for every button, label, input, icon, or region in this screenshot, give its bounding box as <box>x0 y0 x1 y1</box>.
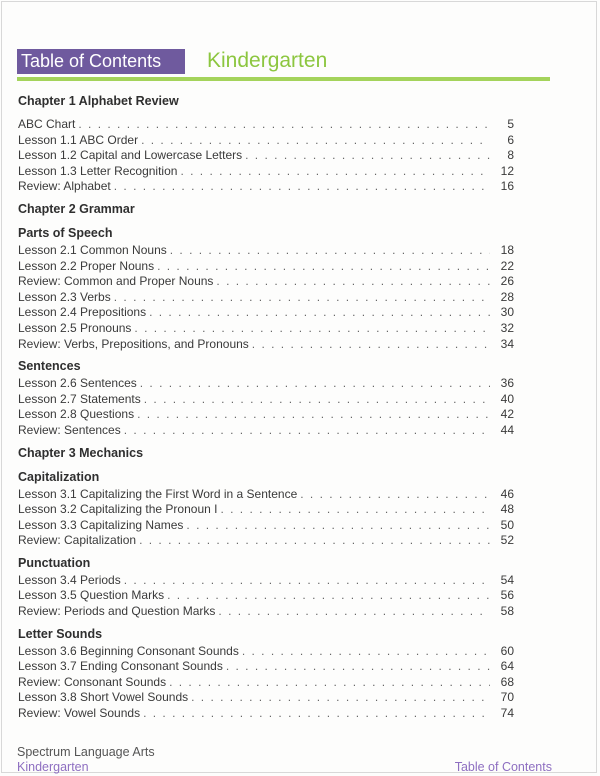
toc-entry <box>18 305 514 321</box>
entry-page-number: 5 <box>507 117 514 131</box>
entry-page-number: 74 <box>500 706 514 721</box>
entry-page-number: 46 <box>500 486 514 501</box>
dot-leader <box>252 337 490 353</box>
entry-title: Lesson 3.1 Capitalizing the First Word in a Sentence <box>18 486 298 501</box>
dot-leader <box>167 588 490 604</box>
entry-title: Lesson 3.6 Beginning Consonant Sounds <box>18 643 239 658</box>
toc-entry <box>18 533 514 549</box>
toc-entry <box>18 148 514 164</box>
dot-leader <box>137 407 490 423</box>
toc-entry <box>18 274 514 290</box>
toc-entry <box>18 604 514 620</box>
dot-leader <box>139 533 490 549</box>
chapter-heading: Chapter 3 Mechanics <box>18 445 144 460</box>
toc-entry <box>18 407 514 423</box>
toc-entry <box>18 690 514 706</box>
entry-page-number: 56 <box>500 588 514 603</box>
entry-list <box>18 644 514 722</box>
toc-entry <box>18 423 514 439</box>
entry-page-number: 54 <box>500 572 514 587</box>
dot-leader <box>124 423 490 439</box>
entry-title: Lesson 3.7 Ending Consonant Sounds <box>18 659 223 674</box>
toc-entry <box>18 117 514 133</box>
entry-page-number: 70 <box>500 690 514 705</box>
toc-entry <box>18 337 514 353</box>
toc-entry <box>18 164 514 180</box>
entry-title: Lesson 3.4 Periods <box>18 572 121 587</box>
footer-section-name: Table of Contents <box>454 760 552 774</box>
entry-page-number: 40 <box>500 391 514 406</box>
entry-title: Lesson 3.5 Question Marks <box>18 588 165 603</box>
toc-entry <box>18 243 514 259</box>
entry-list <box>18 376 514 438</box>
entry-title: Lesson 3.8 Short Vowel Sounds <box>18 690 189 705</box>
toc-entry <box>18 573 514 589</box>
section-heading: Capitalization <box>18 469 100 484</box>
entry-list <box>18 243 514 352</box>
entry-page-number: 12 <box>500 163 514 178</box>
entry-page-number: 34 <box>500 336 514 351</box>
entry-title: Review: Alphabet <box>18 179 111 194</box>
dot-leader <box>300 487 490 503</box>
dot-leader <box>220 502 490 518</box>
entry-page-number: 18 <box>500 242 514 257</box>
section-heading: Letter Sounds <box>18 626 103 641</box>
entry-title: Lesson 2.6 Sentences <box>18 376 137 391</box>
entry-title: Lesson 1.3 Letter Recognition <box>18 163 178 178</box>
entry-page-number: 64 <box>500 659 514 674</box>
section-heading: Punctuation <box>18 555 91 570</box>
entry-title: Lesson 2.3 Verbs <box>18 289 111 304</box>
toc-entry <box>18 675 514 691</box>
entry-page-number: 68 <box>500 674 514 689</box>
entry-title: Review: Sentences <box>18 422 121 437</box>
entry-list <box>18 573 514 620</box>
dot-leader <box>218 604 490 620</box>
entry-page-number: 58 <box>500 604 514 619</box>
entry-title: Review: Periods and Question Marks <box>18 604 216 619</box>
entry-list <box>18 487 514 549</box>
dot-leader <box>242 644 490 660</box>
entry-page-number: 42 <box>500 407 514 422</box>
entry-page-number: 16 <box>500 179 514 194</box>
entry-title: Lesson 2.5 Pronouns <box>18 320 132 335</box>
toc-entry <box>18 376 514 392</box>
entry-title: Lesson 3.3 Capitalizing Names <box>18 517 184 532</box>
grade-subtitle: Kindergarten <box>207 49 328 72</box>
table-of-contents <box>18 93 514 728</box>
entry-page-number: 44 <box>500 422 514 437</box>
toc-entry <box>18 659 514 675</box>
dot-leader <box>170 243 490 259</box>
dot-leader <box>124 573 490 589</box>
dot-leader <box>149 305 490 321</box>
footer-grade: Kindergarten <box>17 760 89 774</box>
entry-title: Lesson 2.1 Common Nouns <box>18 242 167 257</box>
dot-leader <box>245 148 490 164</box>
toc-entry <box>18 644 514 660</box>
toc-entry <box>18 321 514 337</box>
chapter-heading: Chapter 1 Alphabet Review <box>18 94 179 108</box>
toc-entry <box>18 502 514 518</box>
entry-page-number: 30 <box>500 305 514 320</box>
dot-leader <box>157 259 490 275</box>
section-heading: Sentences <box>18 359 81 374</box>
page-title: Table of Contents <box>17 49 185 74</box>
entry-title: ABC Chart <box>18 117 76 131</box>
dot-leader <box>169 675 490 691</box>
header-divider <box>17 77 550 81</box>
entry-title: Lesson 2.7 Statements <box>18 391 141 406</box>
toc-entry <box>18 290 514 306</box>
toc-entry <box>18 487 514 503</box>
entry-page-number: 48 <box>500 502 514 517</box>
entry-title: Lesson 1.2 Capital and Lowercase Letters <box>18 148 243 163</box>
entry-page-number: 36 <box>500 376 514 391</box>
dot-leader <box>144 392 490 408</box>
dot-leader <box>134 321 490 337</box>
entry-title: Review: Vowel Sounds <box>18 706 141 721</box>
dot-leader <box>141 133 490 149</box>
toc-entry <box>18 588 514 604</box>
dot-leader <box>140 376 490 392</box>
entry-title: Lesson 2.8 Questions <box>18 407 135 422</box>
entry-title: Lesson 2.4 Prepositions <box>18 305 147 320</box>
dot-leader <box>186 518 490 534</box>
dot-leader <box>143 706 490 722</box>
dot-leader <box>226 659 490 675</box>
entry-page-number: 8 <box>507 148 514 163</box>
entry-title: Review: Verbs, Prepositions, and Pronouns <box>18 336 249 351</box>
section-heading: Parts of Speech <box>18 225 113 240</box>
entry-page-number: 26 <box>500 274 514 289</box>
toc-entry <box>18 706 514 722</box>
toc-entry <box>18 259 514 275</box>
dot-leader <box>191 690 490 706</box>
entry-title: Lesson 1.1 ABC Order <box>18 132 139 147</box>
entry-title: Lesson 3.2 Capitalizing the Pronoun I <box>18 502 218 517</box>
entry-page-number: 32 <box>500 320 514 335</box>
toc-entry <box>18 179 514 195</box>
dot-leader <box>114 179 490 195</box>
toc-entry <box>18 392 514 408</box>
entry-title: Review: Common and Proper Nouns <box>18 274 214 289</box>
entry-page-number: 22 <box>500 258 514 273</box>
entry-title: Review: Capitalization <box>18 533 137 548</box>
entry-page-number: 60 <box>500 643 514 658</box>
entry-title: Lesson 2.2 Proper Nouns <box>18 258 155 273</box>
entry-list <box>18 117 514 195</box>
dot-leader <box>78 117 490 133</box>
footer-book-title: Spectrum Language Arts <box>17 745 155 759</box>
toc-entry <box>18 133 514 149</box>
chapter-heading: Chapter 2 Grammar <box>18 201 135 216</box>
dot-leader <box>114 290 490 306</box>
entry-page-number: 6 <box>507 132 514 147</box>
dot-leader <box>180 164 490 180</box>
entry-page-number: 52 <box>500 533 514 548</box>
dot-leader <box>216 274 490 290</box>
entry-page-number: 28 <box>500 289 514 304</box>
toc-entry <box>18 518 514 534</box>
entry-title: Review: Consonant Sounds <box>18 674 167 689</box>
entry-page-number: 50 <box>500 517 514 532</box>
